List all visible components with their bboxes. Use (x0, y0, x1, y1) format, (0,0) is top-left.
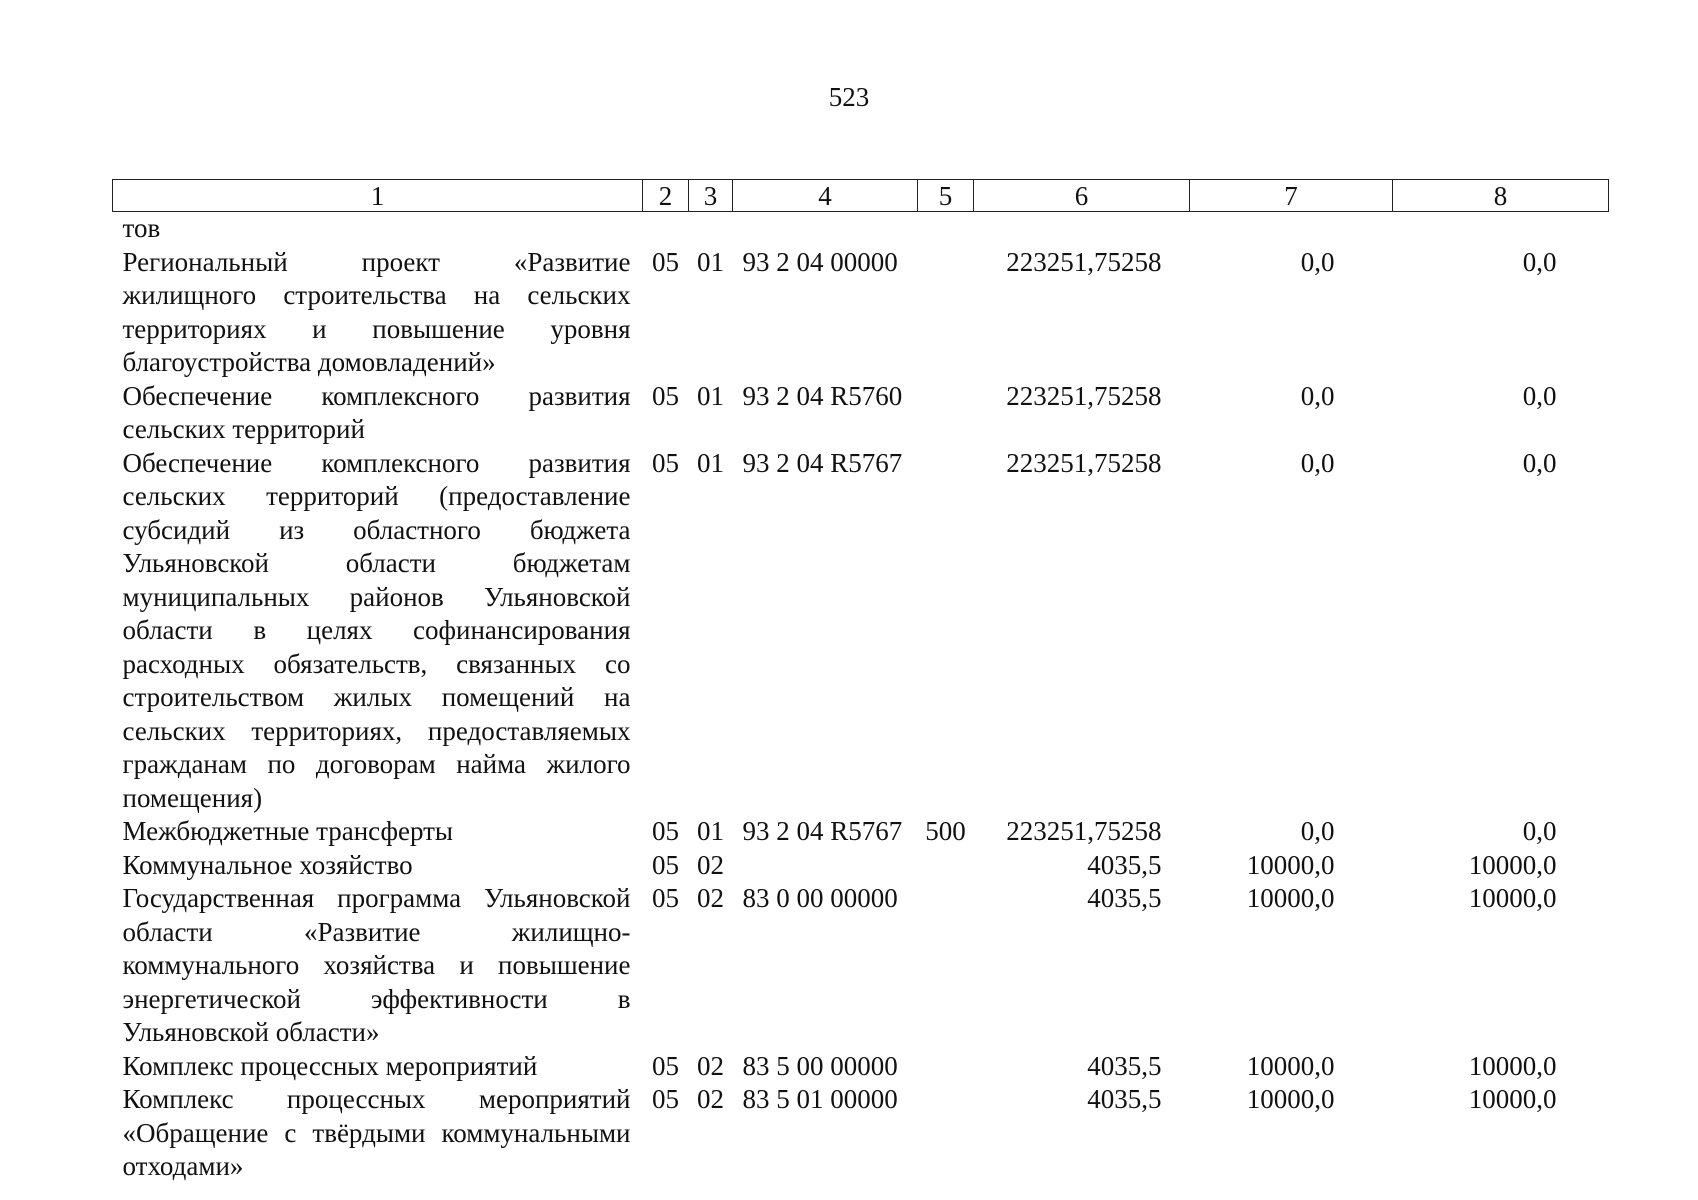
target-article-code: 93 2 04 R5767 (742, 816, 903, 846)
subsection-code: 01 (697, 246, 724, 277)
subsection-code: 02 (697, 1050, 724, 1081)
row-name: Региональный проект «Развитие жилищного строительства на сельских территориях и повышение уровня благоустройства домовладений» (122, 246, 631, 377)
section-code: 05 (652, 849, 679, 880)
row-name: Обеспечение комплексного развития сельских территорий (122, 380, 631, 444)
expense-type-code (918, 246, 974, 380)
amount-col-6: 4035,5 (1087, 883, 1162, 913)
amount-col-6: 4035,5 (1087, 849, 1162, 880)
amount-col-7: 10000,0 (1246, 1084, 1335, 1114)
section-code: 05 (652, 1084, 679, 1114)
expense-type-code (918, 380, 974, 447)
expense-type-code (918, 849, 974, 883)
amount-col-8: 10000,0 (1468, 883, 1557, 913)
table-row (113, 849, 1609, 883)
header-col-2: 2 (643, 180, 689, 212)
table-row (113, 380, 1609, 447)
section-code: 05 (652, 883, 679, 913)
amount-col-8: 0,0 (1522, 380, 1557, 411)
expense-type-code (918, 447, 974, 816)
subsection-code: 02 (697, 883, 724, 913)
row-name: Комплекс процессных мероприятий «Обращение с твёрдыми коммунальными отходами» (122, 1084, 631, 1181)
table-row (113, 246, 1609, 380)
continuation-text: тов (122, 213, 161, 243)
amount-col-8: 10000,0 (1468, 1084, 1557, 1114)
expense-type-code (918, 1050, 974, 1084)
header-col-8: 8 (1393, 180, 1609, 212)
amount-col-8: 0,0 (1522, 447, 1557, 478)
amount-col-6: 4035,5 (1087, 1050, 1162, 1081)
amount-col-6: 4035,5 (1087, 1084, 1162, 1114)
continuation-row (113, 212, 1609, 246)
header-col-5: 5 (918, 180, 974, 212)
amount-col-8: 0,0 (1522, 246, 1557, 277)
expense-type-code (918, 1083, 974, 1184)
amount-col-6: 223251,75258 (1006, 380, 1162, 411)
budget-table (112, 179, 1609, 1184)
header-col-1: 1 (113, 180, 643, 212)
row-name: Межбюджетные трансферты (122, 816, 454, 846)
amount-col-7: 0,0 (1300, 380, 1335, 411)
amount-col-7: 10000,0 (1246, 849, 1335, 880)
section-code: 05 (652, 246, 679, 277)
amount-col-6: 223251,75258 (1006, 447, 1162, 478)
subsection-code: 02 (697, 849, 724, 880)
target-article-code: 93 2 04 R5760 (742, 380, 903, 411)
subsection-code: 01 (697, 447, 724, 478)
amount-col-7: 0,0 (1300, 816, 1335, 846)
target-article-code: 83 0 00 00000 (742, 883, 898, 913)
table-row (113, 1050, 1609, 1084)
table-row (113, 815, 1609, 849)
target-article-code (733, 849, 918, 883)
target-article-code: 83 5 01 00000 (742, 1084, 898, 1114)
table-row (113, 1083, 1609, 1184)
section-code: 05 (652, 447, 679, 478)
expense-type-code: 500 (925, 816, 966, 846)
section-code: 05 (652, 1050, 679, 1081)
target-article-code: 93 2 04 R5767 (742, 447, 903, 478)
header-col-3: 3 (689, 180, 733, 212)
row-name: Комплекс процессных мероприятий (122, 1050, 538, 1081)
amount-col-8: 10000,0 (1468, 849, 1557, 880)
subsection-code: 01 (697, 816, 724, 846)
header-col-6: 6 (974, 180, 1190, 212)
amount-col-6: 223251,75258 (1006, 246, 1162, 277)
target-article-code: 83 5 00 00000 (742, 1050, 898, 1081)
section-code: 05 (652, 816, 679, 846)
row-name: Коммунальное хозяйство (122, 849, 413, 880)
subsection-code: 01 (697, 380, 724, 411)
amount-col-6: 223251,75258 (1006, 816, 1162, 846)
amount-col-7: 0,0 (1300, 246, 1335, 277)
header-col-7: 7 (1190, 180, 1393, 212)
expense-type-code (918, 882, 974, 1050)
target-article-code: 93 2 04 00000 (742, 246, 898, 277)
amount-col-7: 10000,0 (1246, 883, 1335, 913)
amount-col-7: 0,0 (1300, 447, 1335, 478)
table-row (113, 447, 1609, 816)
row-name: Обеспечение комплексного развития сельских территорий (предоставление субсидий из областного бюджета Ульяновской области бюджетам муниципальных районов Ульяновской области в целях софинансирования расходных обязательств, связанных со строительством жилых помещений на сельских территориях, предоставляемых гражданам по договорам найма жилого помещения) (122, 447, 631, 813)
section-code: 05 (652, 380, 679, 411)
table-body (113, 212, 1609, 1184)
amount-col-7: 10000,0 (1246, 1050, 1335, 1081)
row-name: Государственная программа Ульяновской области «Развитие жилищно-коммунального хозяйства и повышение энергетической эффективности в Ульяновской области» (122, 883, 631, 1047)
header-row (113, 180, 1609, 212)
page-number: 523 (828, 82, 870, 112)
amount-col-8: 0,0 (1522, 816, 1557, 846)
table-row (113, 882, 1609, 1050)
subsection-code: 02 (697, 1084, 724, 1114)
header-col-4: 4 (733, 180, 918, 212)
amount-col-8: 10000,0 (1468, 1050, 1557, 1081)
